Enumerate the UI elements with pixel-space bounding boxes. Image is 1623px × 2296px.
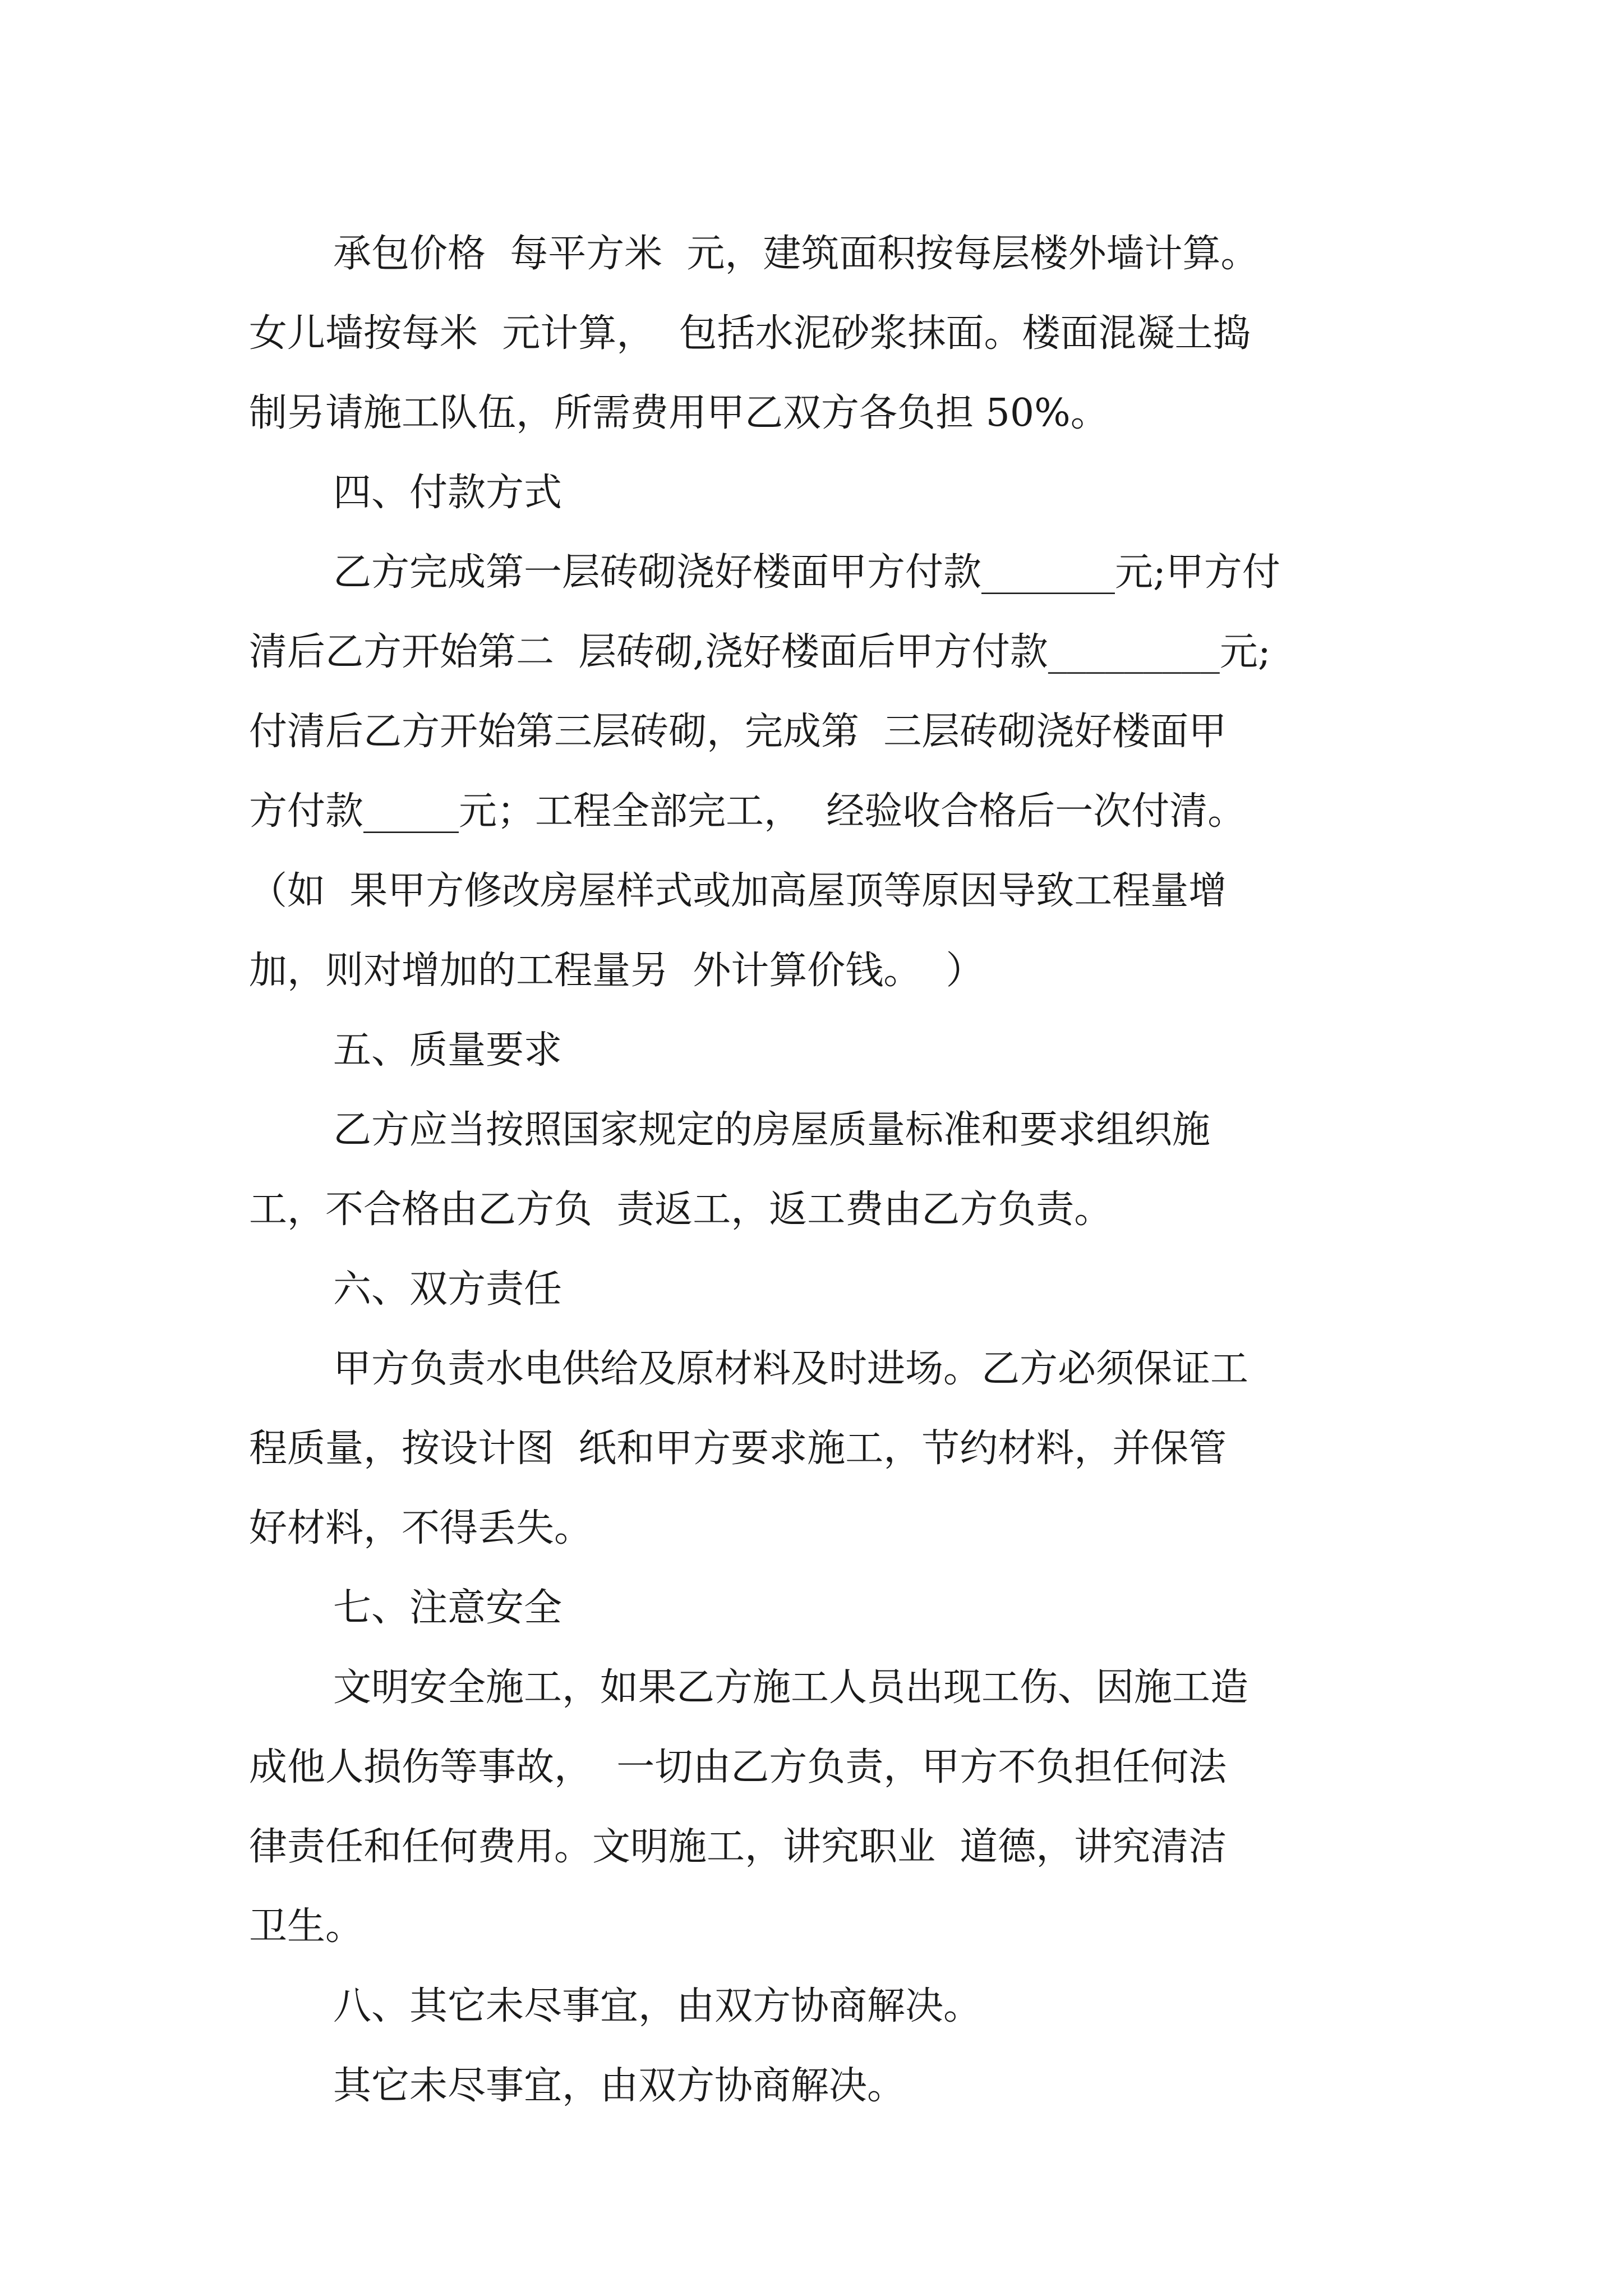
paragraph-line: 承包价格 每平方米 元，建筑面积按每层楼外墙计算。 [333, 232, 1259, 276]
payment-paragraph [249, 533, 1393, 1011]
safety-paragraph [249, 1648, 1393, 1967]
paragraph-line: （如 果甲方修改房屋样式或加高屋顶等原因导致工程量增 [249, 869, 1227, 913]
paragraph-line: 加，则对增加的工程量另 外计算价钱。 ） [249, 949, 984, 993]
paragraph-line: 卫生。 [249, 1904, 364, 1949]
document-body [249, 214, 1393, 2126]
paragraph-line: 付清后乙方开始第三层砖砌，完成第 三层砖砌浇好楼面甲 [249, 710, 1227, 754]
price-paragraph [249, 214, 1393, 453]
paragraph-line: 文明安全施工，如果乙方施工人员出现工伤、因施工造 [333, 1665, 1249, 1710]
paragraph-line: 制另请施工队伍，所需费用甲乙双方各负担 50%。 [249, 391, 1109, 435]
paragraph-line: 其它未尽事宜，由双方协商解决。 [333, 2064, 906, 2108]
paragraph-line: 成他人损伤等事故， 一切由乙方负责，甲方不负担任何法 [249, 1745, 1227, 1789]
other-paragraph [249, 2046, 1393, 2126]
section-heading-responsibility: 六、双方责任 [333, 1267, 562, 1312]
section-heading-quality: 五、质量要求 [333, 1028, 562, 1073]
paragraph-line: 乙方完成第一层砖砌浇好楼面甲方付款_______元;甲方付 [333, 550, 1280, 595]
section-heading-other: 八、其它未尽事宜，由双方协商解决。 [333, 1984, 982, 2028]
paragraph-line: 好材料，不得丢失。 [249, 1506, 593, 1550]
paragraph-line: 方付款_____元；工程全部完工， 经验收合格后一次付清。 [249, 789, 1246, 834]
quality-paragraph [249, 1091, 1393, 1250]
paragraph-line: 程质量，按设计图 纸和甲方要求施工，节约材料，并保管 [249, 1427, 1227, 1471]
paragraph-line: 女儿墙按每米 元计算， 包括水泥砂浆抹面。楼面混凝土捣 [249, 311, 1251, 356]
section-heading-payment: 四、付款方式 [333, 471, 562, 515]
paragraph-line: 工，不合格由乙方负 责返工，返工费由乙方负责。 [249, 1188, 1113, 1232]
paragraph-line: 清后乙方开始第二 层砖砌,浇好楼面后甲方付款_________元; [249, 630, 1271, 674]
paragraph-line: 律责任和任何费用。文明施工，讲究职业 道德，讲究清洁 [249, 1825, 1227, 1869]
paragraph-line: 甲方负责水电供给及原材料及时进场。乙方必须保证工 [333, 1347, 1249, 1391]
responsibility-paragraph [249, 1329, 1393, 1568]
section-heading-safety: 七、注意安全 [333, 1586, 562, 1630]
paragraph-line: 乙方应当按照国家规定的房屋质量标准和要求组织施 [333, 1108, 1211, 1152]
